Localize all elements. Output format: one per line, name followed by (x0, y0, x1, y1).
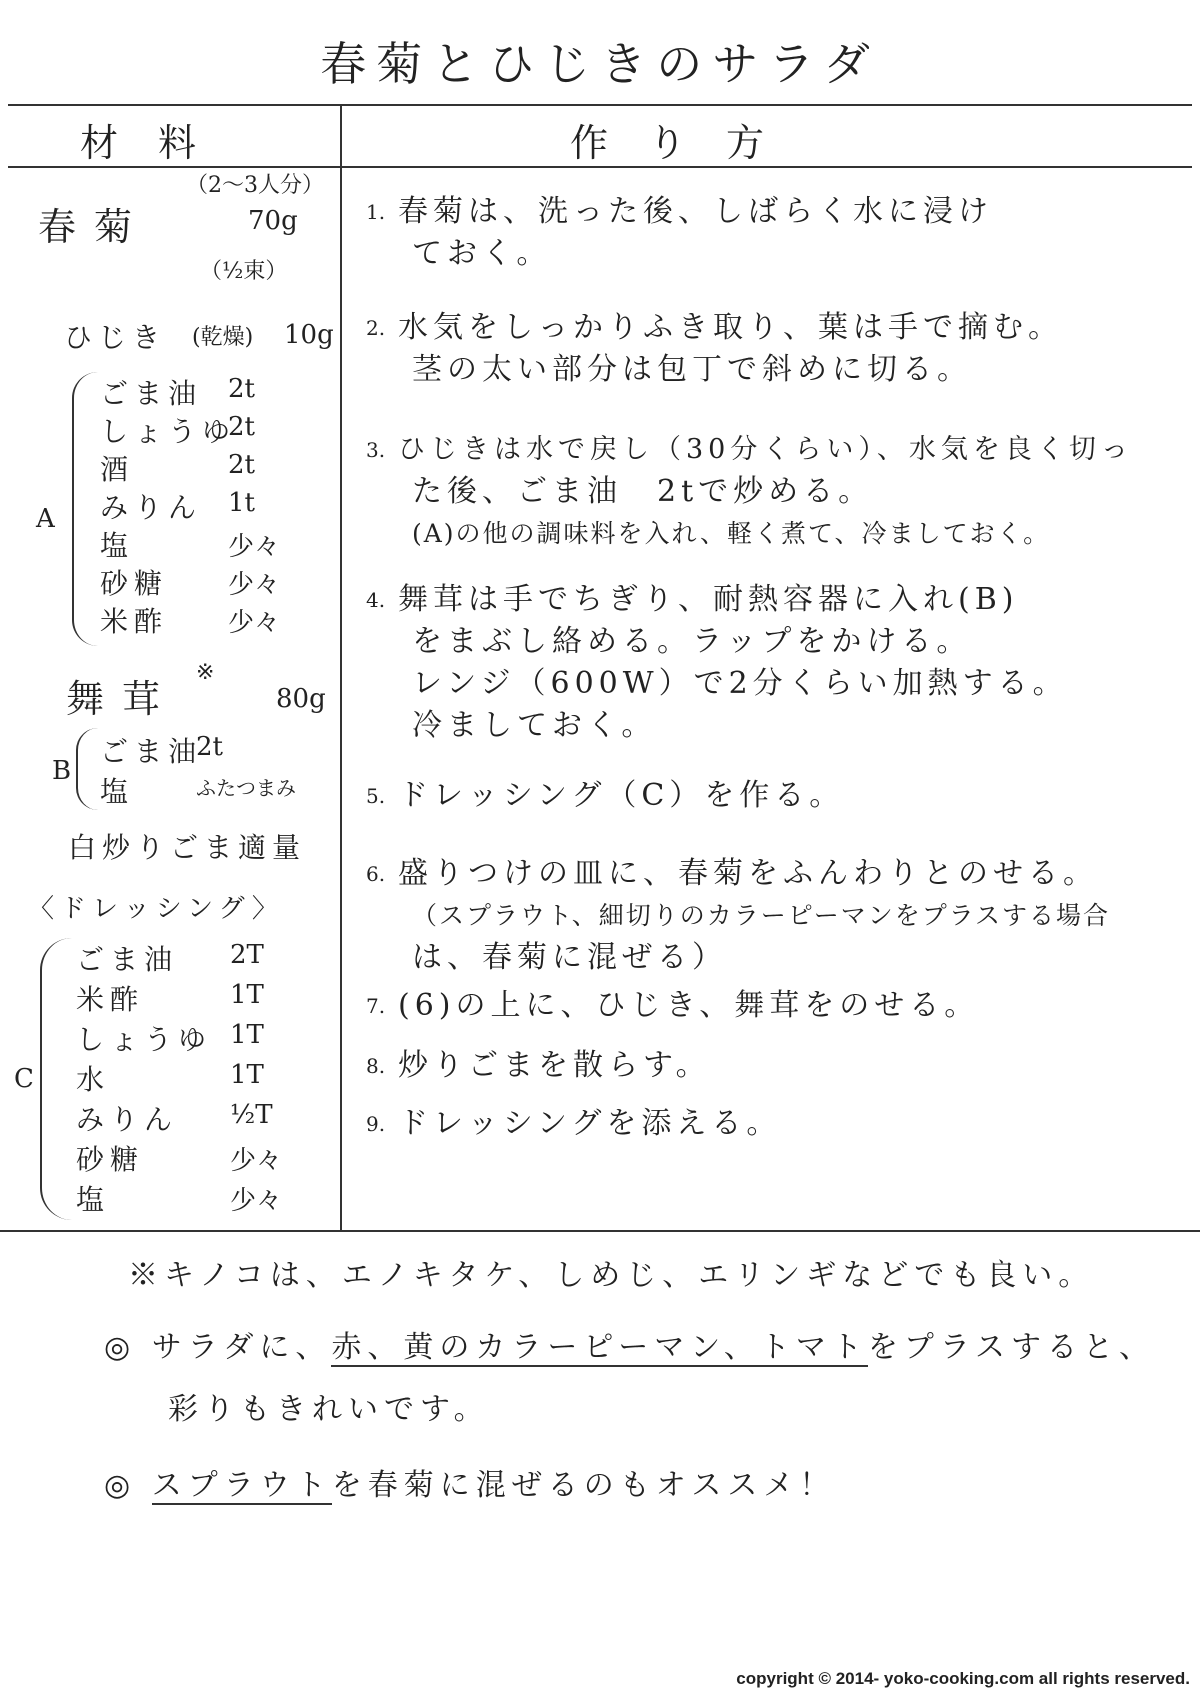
ingredient-amount: ふたつまみ (196, 776, 296, 800)
ingredient-item: 米酢 (76, 983, 145, 1016)
ingredient-amount: 2t (228, 374, 255, 404)
group-c-label: C (14, 1064, 34, 1094)
ingredient-maitake: 舞茸 (66, 677, 179, 721)
step-line: レンジ（600W）で2分くらい加熱する。 (412, 666, 1068, 701)
ingredient-item: しょうゆ (100, 415, 237, 448)
step-line: ひじきは水で戻し（30分くらい）、水気を良く切っ (398, 434, 1133, 465)
ingredient-item: 塩 (100, 529, 135, 562)
group-a-label: A (36, 504, 55, 534)
step-line: 舞茸は手でちぎり、耐熱容器に入れ(B) (398, 582, 1019, 617)
tip-2 (104, 1460, 835, 1504)
step-line: ドレッシング（C）を作る。 (398, 778, 845, 813)
step-line: （スプラウト、細切りのカラーピーマンをプラスする場合 (412, 901, 1111, 930)
step-number: 1. (366, 200, 386, 224)
step-line: ドレッシングを添える。 (398, 1106, 782, 1141)
step-number: 8. (366, 1054, 386, 1078)
ingredient-shungiku-note: （½束） (200, 259, 288, 284)
step-line: をまぶし絡める。ラップをかける。 (412, 624, 972, 659)
tip-1-text-b: をプラスすると、 (867, 1330, 1155, 1365)
group-b-brace (76, 728, 98, 810)
ingredient-item: 塩 (76, 1183, 111, 1216)
step-number: 2. (366, 316, 386, 340)
ingredient-item: 米酢 (100, 605, 169, 638)
group-c-brace (40, 938, 72, 1220)
step-line: 盛りつけの皿に、春菊をふんわりとのせる。 (398, 856, 1098, 891)
ingredient-amount: 1T (230, 1020, 264, 1050)
step-line: た後、ごま油 2tで炒める。 (412, 474, 874, 509)
ingredient-item: 酒 (100, 453, 135, 486)
ingredient-amount: 2T (230, 940, 264, 970)
table-top-rule (8, 104, 1192, 106)
ingredient-maitake-amount: 80g (276, 684, 326, 714)
tip-1-line-2: 彩りもきれいです。 (168, 1392, 490, 1427)
ingredient-amount: 2t (196, 732, 223, 762)
ingredient-amount: 少々 (230, 1146, 283, 1176)
step-line: は、春菊に混ぜる） (412, 940, 727, 975)
step-line: 茎の太い部分は包丁で斜めに切る。 (412, 352, 972, 387)
dressing-title: 〈ドレッシング〉 (28, 894, 284, 924)
ingredient-item: みりん (100, 491, 203, 524)
ingredient-item: 塩 (100, 775, 135, 808)
table-bottom-rule (0, 1230, 1200, 1232)
ingredient-amount: 少々 (228, 570, 281, 600)
ingredient-amount: 少々 (228, 532, 281, 562)
ingredient-item: みりん (76, 1103, 179, 1136)
step-number: 6. (366, 862, 386, 886)
group-a-brace (72, 372, 98, 646)
column-divider (340, 104, 342, 1232)
ingredient-amount: 2t (228, 450, 255, 480)
ingredient-shungiku-amount: 70g (248, 206, 298, 236)
ingredient-hijiki-amount: 10g (284, 320, 334, 350)
ingredient-amount: 少々 (230, 1186, 283, 1216)
ingredient-item: しょうゆ (76, 1023, 213, 1056)
method-header: 作り方 (570, 121, 805, 165)
step-line: ておく。 (412, 236, 552, 271)
group-b-label: B (52, 756, 72, 786)
tip-2-bullet: ◎ (104, 1468, 137, 1503)
ingredient-amount: 1T (230, 1060, 264, 1090)
tip-1-underlined: 赤、黄のカラーピーマン、トマト (331, 1330, 868, 1365)
ingredient-item: 砂糖 (76, 1143, 145, 1176)
step-line: (A)の他の調味料を入れ、軽く煮て、冷ましておく。 (412, 519, 1051, 548)
ingredient-amount: ½T (230, 1100, 273, 1130)
ingredient-item: 砂糖 (100, 567, 169, 600)
step-line: 冷ましておく。 (412, 708, 657, 743)
tip-1-bullet: ◎ (104, 1330, 137, 1365)
step-number: 5. (366, 784, 386, 808)
step-number: 4. (366, 588, 386, 612)
kinoko-note: ※キノコは、エノキタケ、しめじ、エリンギなどでも良い。 (128, 1258, 1095, 1293)
copyright: copyright © 2014- yoko-cooking.com all rights reserved. (736, 1669, 1190, 1688)
ingredient-sesame: 白炒りごま適量 (68, 831, 307, 864)
step-line: (6)の上に、ひじき、舞茸をのせる。 (398, 988, 980, 1023)
ingredient-amount: 少々 (228, 608, 281, 638)
step-number: 7. (366, 994, 386, 1018)
ingredient-item: ごま油 (100, 377, 203, 410)
tip-1 (104, 1322, 1155, 1366)
step-number: 9. (366, 1112, 386, 1136)
tip-2-underlined: スプラウト (151, 1468, 332, 1503)
tip-2-text: を春菊に混ぜるのもオススメ！ (331, 1468, 836, 1503)
step-line: 炒りごまを散らす。 (398, 1048, 711, 1083)
ingredient-amount: 2t (228, 412, 255, 442)
step-line: 水気をしっかりふき取り、葉は手で摘む。 (398, 310, 1063, 345)
ingredient-hijiki: ひじき (64, 321, 167, 354)
ingredient-amount: 1T (230, 980, 264, 1010)
ingredient-item: ごま油 (76, 943, 179, 976)
ingredient-hijiki-note: (乾燥) (192, 325, 254, 350)
page-title: 春菊とひじきのサラダ (320, 37, 880, 91)
ingredients-header: 材料 (80, 121, 237, 165)
ingredient-item: 水 (76, 1063, 111, 1096)
step-number: 3. (366, 438, 386, 462)
ingredient-shungiku: 春菊 (38, 205, 151, 249)
step-line: 春菊は、洗った後、しばらく水に浸け (398, 194, 993, 229)
maitake-asterisk: ※ (196, 660, 215, 685)
servings: （2〜3人分） (186, 173, 324, 198)
ingredient-amount: 1t (228, 488, 255, 518)
ingredient-item: ごま油 (100, 735, 203, 768)
tip-1-text-a: サラダに、 (151, 1330, 332, 1365)
